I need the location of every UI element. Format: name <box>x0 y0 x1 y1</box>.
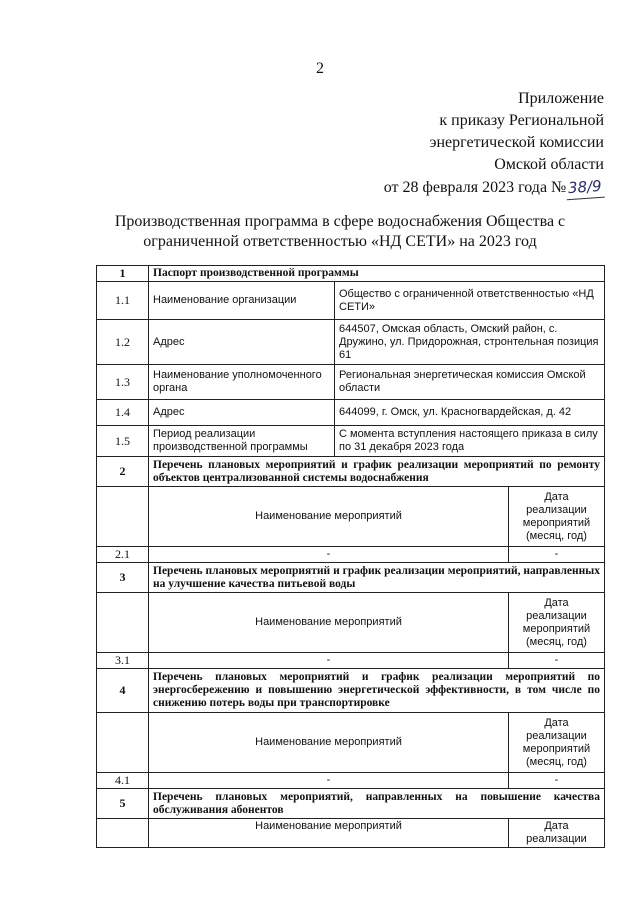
row-name: - <box>149 653 509 669</box>
column-header-row <box>97 819 605 848</box>
column-header-row <box>97 593 605 653</box>
table-row <box>97 773 605 789</box>
column-header-date: Дата реализации мероприятий (месяц, год) <box>509 593 605 653</box>
table-row <box>97 365 605 400</box>
appendix-line: Омской области <box>494 156 604 173</box>
appendix-block <box>384 88 604 199</box>
row-date: - <box>509 547 605 563</box>
section-header-row <box>97 669 605 713</box>
row-number: 1.3 <box>97 365 149 400</box>
row-value: Региональная энергетическая комиссия Омской области <box>335 365 605 400</box>
table-row <box>97 653 605 669</box>
empty-cell <box>97 819 149 848</box>
document-title <box>100 212 580 252</box>
column-header-name: Наименование мероприятий <box>149 819 509 848</box>
appendix-line: к приказу Региональной <box>439 112 604 129</box>
column-header-date: Дата реализации <box>509 819 605 848</box>
column-header-date: Дата реализации мероприятий (месяц, год) <box>509 487 605 547</box>
row-number: 3.1 <box>97 653 149 669</box>
section-number: 3 <box>97 563 149 593</box>
appendix-date-text: от 28 февраля 2023 года № <box>383 179 567 196</box>
row-value: 644099, г. Омск, ул. Красногвардейская, д. 42 <box>335 400 605 426</box>
row-number: 4.1 <box>97 773 149 789</box>
row-date: - <box>509 653 605 669</box>
row-number: 1.2 <box>97 320 149 365</box>
column-header-name: Наименование мероприятий <box>149 593 509 653</box>
row-value: 644507, Омская область, Омский район, с. Дружино, ул. Придорожная, стронтельная позиция 61 <box>335 320 605 365</box>
column-header-row <box>97 487 605 547</box>
section-header-row <box>97 563 605 593</box>
table-row <box>97 547 605 563</box>
empty-cell <box>97 713 149 773</box>
page-number: 2 <box>316 60 324 77</box>
row-label: Наименование уполномоченного органа <box>149 365 335 400</box>
row-label: Адрес <box>149 400 335 426</box>
empty-cell <box>97 487 149 547</box>
table-row <box>97 320 605 365</box>
section-header-row <box>97 266 605 282</box>
column-header-name: Наименование мероприятий <box>149 487 509 547</box>
section-heading: Паспорт производственной программы <box>149 266 605 282</box>
column-header-row <box>97 713 605 773</box>
order-number-handwritten: 38/9 <box>566 175 605 201</box>
table-row <box>97 426 605 457</box>
section-number: 1 <box>97 266 149 282</box>
appendix-line: энергетической комиссии <box>429 134 604 151</box>
row-date: - <box>509 773 605 789</box>
section-header-row <box>97 789 605 819</box>
section-header-row <box>97 457 605 487</box>
section-number: 4 <box>97 669 149 713</box>
column-header-name: Наименование мероприятий <box>149 713 509 773</box>
section-heading: Перечень плановых мероприятий, направленных на повышение качества обслуживания абонентов <box>149 789 605 819</box>
row-number: 1.1 <box>97 282 149 320</box>
row-value: Общество с ограниченной ответственностью «НД СЕТИ» <box>335 282 605 320</box>
empty-cell <box>97 593 149 653</box>
row-label: Наименование организации <box>149 282 335 320</box>
row-name: - <box>149 773 509 789</box>
appendix-line: Приложение <box>518 90 604 107</box>
row-number: 1.5 <box>97 426 149 457</box>
row-label: Адрес <box>149 320 335 365</box>
section-heading: Перечень плановых мероприятий и график реализации мероприятий по ремонту объектов централизованной системы водоснабжения <box>149 457 605 487</box>
document-title-line: Производственная программа в сфере водоснабжения Общества с <box>114 213 566 230</box>
table-row <box>97 400 605 426</box>
row-value: С момента вступления настоящего приказа в силу по 31 декабря 2023 года <box>335 426 605 457</box>
section-heading: Перечень плановых мероприятий и график реализации мероприятий по энергосбережению и повышению энергетической эффективности, в том числе по снижению потерь воды при транспортировке <box>149 669 605 713</box>
column-header-date: Дата реализации мероприятий (месяц, год) <box>509 713 605 773</box>
appendix-date-line <box>384 176 604 199</box>
row-number: 2.1 <box>97 547 149 563</box>
row-number: 1.4 <box>97 400 149 426</box>
production-program-table <box>96 265 605 848</box>
section-heading: Перечень плановых мероприятий и график реализации мероприятий, направленных на улучшение качества питьевой воды <box>149 563 605 593</box>
table-row <box>97 282 605 320</box>
section-number: 5 <box>97 789 149 819</box>
row-name: - <box>149 547 509 563</box>
document-title-line: ограниченной ответственностью «НД СЕТИ» на 2023 год <box>143 233 537 250</box>
section-number: 2 <box>97 457 149 487</box>
row-label: Период реализации производственной программы <box>149 426 335 457</box>
